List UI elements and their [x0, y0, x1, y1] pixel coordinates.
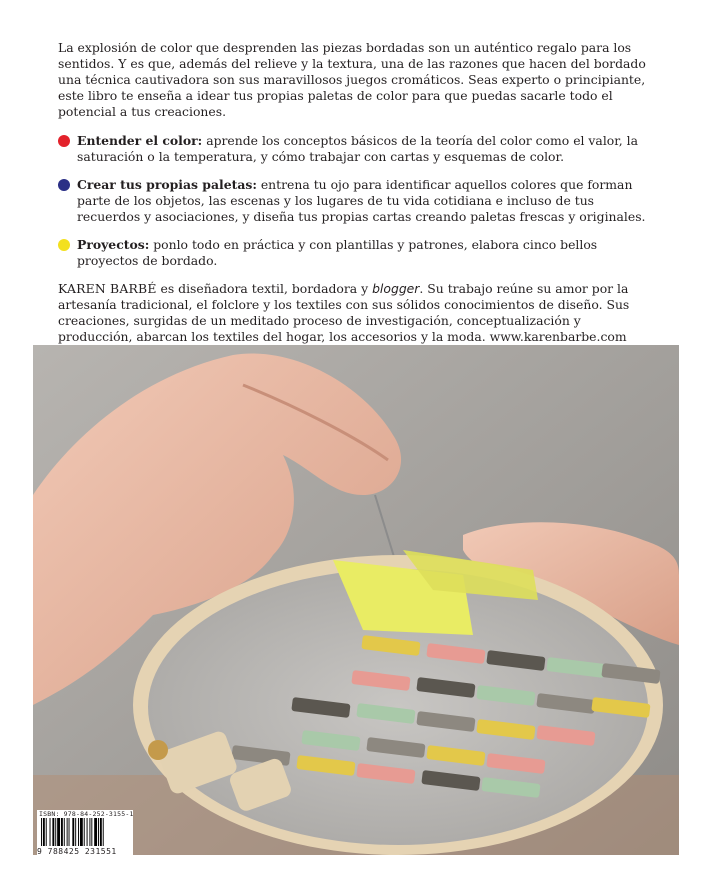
- barcode-bar: [43, 818, 45, 846]
- feature-title: Crear tus propias paletas:: [77, 177, 257, 192]
- feature-text: aprende los conceptos básicos de la teoría del color como el valor, la saturación o la temperatura, y cómo trabajar con cartas y esquemas de color.: [77, 133, 639, 164]
- barcode-bar: [75, 818, 76, 846]
- barcode-bar: [64, 818, 65, 846]
- embroidery-illustration: [33, 345, 679, 855]
- feature-item-projects: [58, 237, 658, 269]
- barcode-bar: [55, 818, 56, 846]
- barcode-bar: [61, 818, 63, 846]
- barcode-bar: [67, 818, 68, 846]
- author-text-rest: . Su trabajo reúne su amor por la artesanía tradicional, el folclore y los textiles con sus sólidos conocimientos de diseño. Sus creaciones, surgidas de un meditado proceso de investigación, conceptualización y producción, abarcan los textiles del hogar, los accesorios y la moda. www.karenbarbe.com: [58, 281, 630, 344]
- barcode-bar: [103, 818, 104, 846]
- barcode: [37, 810, 133, 856]
- barcode-bar: [46, 818, 47, 846]
- feature-title: Entender el color:: [77, 133, 203, 148]
- feature-text: entrena tu ojo para identificar aquellos colores que forman parte de los objetos, las escenas y los lugares de tu vida cotidiana e incluso de tus recuerdos y asociaciones, y diseña tus propias cartas creando paletas frescas y originales.: [77, 177, 646, 224]
- barcode-bar: [69, 818, 70, 846]
- barcode-bar: [94, 818, 97, 846]
- intro-paragraph: La explosión de color que desprenden las piezas bordadas son un auténtico regalo para los sentidos. Y es que, además del relieve y la textura, una de las razones que hacen del bordado una técnica cautivadora son sus maravillosos juegos cromáticos. Seas experto o principiante, este libro te enseña a idear tus propias paletas de color para que puedas sacarle todo el potencial a tus creaciones.: [58, 40, 646, 119]
- back-cover-text: [58, 40, 658, 358]
- feature-title: Proyectos:: [77, 237, 150, 252]
- embroidery-photo: [33, 345, 679, 855]
- barcode-bar: [72, 818, 74, 846]
- barcode-bar: [78, 818, 79, 846]
- barcode-bar: [84, 818, 85, 846]
- author-name: KAREN BARBÉ: [58, 281, 157, 296]
- barcode-bar: [57, 818, 60, 846]
- barcode-bar: [50, 818, 51, 846]
- author-text: es diseñadora textil, bordadora y: [156, 281, 373, 296]
- feature-item-color: [58, 133, 658, 165]
- barcode-bar: [91, 818, 92, 846]
- barcode-bar: [87, 818, 88, 846]
- feature-item-palettes: [58, 177, 658, 225]
- isbn-label: ISBN: 978-84-252-3155-1: [39, 810, 134, 818]
- barcode-bar: [52, 818, 54, 846]
- author-emphasis: blogger: [372, 281, 420, 296]
- screw-head: [148, 740, 168, 760]
- barcode-bar: [100, 818, 102, 846]
- red-dot-icon: [58, 135, 70, 147]
- barcode-bar: [98, 818, 99, 846]
- barcode-bar: [89, 818, 90, 846]
- barcode-digits: 9 788425 231551: [37, 847, 117, 856]
- blue-dot-icon: [58, 179, 70, 191]
- barcode-bar: [80, 818, 83, 846]
- author-bio: [58, 281, 658, 345]
- barcode-bar: [41, 818, 42, 846]
- feature-text: ponlo todo en práctica y con plantillas y patrones, elabora cinco bellos proyectos de bordado.: [77, 237, 598, 268]
- yellow-dot-icon: [58, 239, 70, 251]
